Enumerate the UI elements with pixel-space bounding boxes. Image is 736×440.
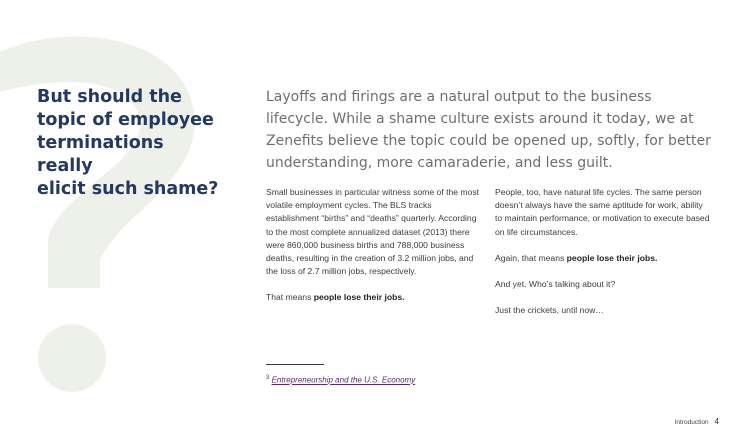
left-p2-emphasis: people lose their jobs. (313, 292, 405, 303)
right-paragraph-4: Just the crickets, until now… (495, 305, 604, 316)
page-number: 4 (714, 417, 719, 426)
left-p2-prefix: That means (266, 292, 314, 303)
lead-paragraph: Layoffs and firings are a natural output to the business lifecycle. While a shame culture exists around it today, we at Zenefits believe the topic could be opened up, softly, for better understanding, more camaraderie, and less guilt. (266, 89, 711, 171)
page-folio (675, 417, 719, 426)
headline-line-4: elicit such shame? (37, 179, 219, 199)
left-paragraph-2 (266, 291, 481, 304)
footnote-link[interactable]: Entrepreneurship and the U.S. Economy (271, 375, 416, 385)
folio-section: Introduction (674, 419, 709, 426)
left-paragraph-1: Small businesses in particular witness some of the most volatile employment cycles. The BLS tracks establishment “births” and “deaths” quarterly. According to the most complete annualized dataset (2013) there were 860,000 business births and 788,000 business deaths, resulting in the creation of 3.2 million jobs, and the loss of 2.7 million jobs, respectively. (266, 187, 480, 277)
headline-line-1: But should the (37, 87, 182, 107)
footnote-divider (266, 364, 324, 365)
headline-line-3: terminations really (37, 133, 164, 176)
footnote (266, 373, 415, 386)
right-p2-emphasis: people lose their jobs. (566, 252, 658, 263)
footnote-marker: 3 (266, 375, 270, 381)
headline-line-2: topic of employee (37, 110, 214, 130)
right-paragraph-2 (495, 252, 710, 265)
section-headline (37, 86, 222, 201)
right-paragraph-1: People, too, have natural life cycles. The same person doesn’t always have the same aptitude for work, ability to maintain performance, or motivation to execute based on life circumstances. (495, 187, 710, 237)
left-body-column (266, 186, 481, 318)
right-p2-prefix: Again, that means (495, 252, 567, 263)
right-body-column (495, 186, 710, 330)
right-paragraph-3: And yet. Who’s talking about it? (495, 279, 616, 290)
question-mark-dot (38, 324, 106, 392)
